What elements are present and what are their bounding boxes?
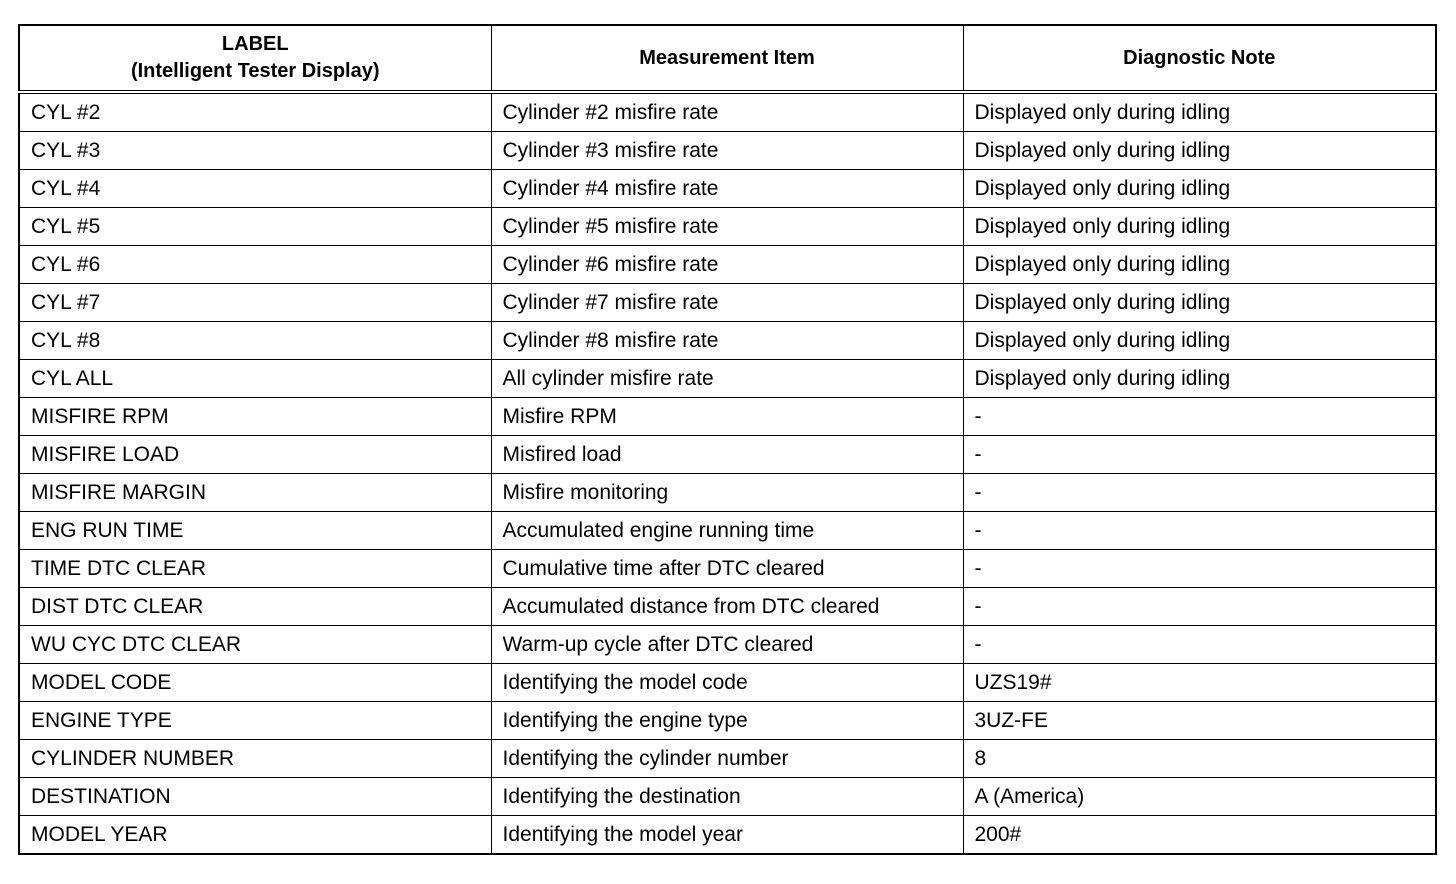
table-row: [19, 284, 1436, 322]
table-row: [19, 702, 1436, 740]
measurement-item-cell: Cylinder #2 misfire rate: [491, 92, 963, 132]
label-cell: CYL #2: [19, 92, 491, 132]
label-cell: ENGINE TYPE: [19, 702, 491, 740]
label-cell: CYLINDER NUMBER: [19, 740, 491, 778]
label-cell: MODEL YEAR: [19, 816, 491, 855]
table-header-row: [19, 25, 1436, 92]
table-row: [19, 664, 1436, 702]
measurement-item-cell: Identifying the destination: [491, 778, 963, 816]
table-row: [19, 92, 1436, 132]
diagnostic-note-cell: Displayed only during idling: [963, 132, 1436, 170]
table-row: [19, 626, 1436, 664]
measurement-item-cell: Cylinder #8 misfire rate: [491, 322, 963, 360]
diagnostic-note-cell: A (America): [963, 778, 1436, 816]
table-row: [19, 322, 1436, 360]
diagnostic-note-cell: 200#: [963, 816, 1436, 855]
diagnostic-note-cell: Displayed only during idling: [963, 170, 1436, 208]
label-cell: MODEL CODE: [19, 664, 491, 702]
label-cell: MISFIRE MARGIN: [19, 474, 491, 512]
label-cell: CYL #8: [19, 322, 491, 360]
diagnostic-note-cell: Displayed only during idling: [963, 208, 1436, 246]
table-row: [19, 816, 1436, 855]
diagnostic-note-cell: Displayed only during idling: [963, 246, 1436, 284]
measurement-item-cell: All cylinder misfire rate: [491, 360, 963, 398]
header-diagnostic-note: Diagnostic Note: [963, 25, 1436, 92]
table-body: [19, 92, 1436, 854]
table-row: [19, 588, 1436, 626]
table-row: [19, 436, 1436, 474]
measurement-item-cell: Cylinder #6 misfire rate: [491, 246, 963, 284]
measurement-item-cell: Identifying the model year: [491, 816, 963, 855]
label-cell: DESTINATION: [19, 778, 491, 816]
diagnostic-note-cell: -: [963, 550, 1436, 588]
measurement-item-cell: Identifying the cylinder number: [491, 740, 963, 778]
measurement-item-cell: Misfire monitoring: [491, 474, 963, 512]
measurement-item-cell: Accumulated distance from DTC cleared: [491, 588, 963, 626]
label-cell: CYL #5: [19, 208, 491, 246]
diagnostic-note-cell: Displayed only during idling: [963, 322, 1436, 360]
diagnostic-note-cell: Displayed only during idling: [963, 360, 1436, 398]
measurement-item-cell: Cylinder #5 misfire rate: [491, 208, 963, 246]
diagnostic-note-cell: -: [963, 436, 1436, 474]
table-row: [19, 740, 1436, 778]
measurement-item-cell: Warm-up cycle after DTC cleared: [491, 626, 963, 664]
diagnostic-note-cell: Displayed only during idling: [963, 284, 1436, 322]
diagnostic-note-cell: Displayed only during idling: [963, 92, 1436, 132]
label-cell: CYL ALL: [19, 360, 491, 398]
table-row: [19, 208, 1436, 246]
label-cell: CYL #7: [19, 284, 491, 322]
header-measurement-item: Measurement Item: [491, 25, 963, 92]
diagnostic-note-cell: -: [963, 398, 1436, 436]
label-cell: TIME DTC CLEAR: [19, 550, 491, 588]
table-row: [19, 132, 1436, 170]
label-cell: MISFIRE RPM: [19, 398, 491, 436]
diagnostic-note-cell: 3UZ-FE: [963, 702, 1436, 740]
table-row: [19, 512, 1436, 550]
measurement-item-cell: Misfired load: [491, 436, 963, 474]
measurement-item-cell: Cylinder #7 misfire rate: [491, 284, 963, 322]
label-cell: CYL #3: [19, 132, 491, 170]
measurement-item-cell: Identifying the engine type: [491, 702, 963, 740]
diagnostic-note-cell: -: [963, 512, 1436, 550]
measurement-item-cell: Identifying the model code: [491, 664, 963, 702]
table-row: [19, 550, 1436, 588]
label-cell: ENG RUN TIME: [19, 512, 491, 550]
label-cell: WU CYC DTC CLEAR: [19, 626, 491, 664]
diagnostic-note-cell: -: [963, 588, 1436, 626]
measurement-item-cell: Accumulated engine running time: [491, 512, 963, 550]
label-cell: DIST DTC CLEAR: [19, 588, 491, 626]
diagnostic-data-table: [18, 24, 1437, 855]
label-cell: CYL #6: [19, 246, 491, 284]
measurement-item-cell: Cylinder #4 misfire rate: [491, 170, 963, 208]
diagnostic-note-cell: 8: [963, 740, 1436, 778]
table-row: [19, 170, 1436, 208]
diagnostic-note-cell: UZS19#: [963, 664, 1436, 702]
header-label: LABEL (Intelligent Tester Display): [19, 25, 491, 92]
table-row: [19, 398, 1436, 436]
table-row: [19, 778, 1436, 816]
label-cell: MISFIRE LOAD: [19, 436, 491, 474]
table-row: [19, 246, 1436, 284]
measurement-item-cell: Misfire RPM: [491, 398, 963, 436]
table-row: [19, 360, 1436, 398]
diagnostic-note-cell: -: [963, 474, 1436, 512]
measurement-item-cell: Cylinder #3 misfire rate: [491, 132, 963, 170]
table-row: [19, 474, 1436, 512]
measurement-item-cell: Cumulative time after DTC cleared: [491, 550, 963, 588]
diagnostic-note-cell: -: [963, 626, 1436, 664]
label-cell: CYL #4: [19, 170, 491, 208]
